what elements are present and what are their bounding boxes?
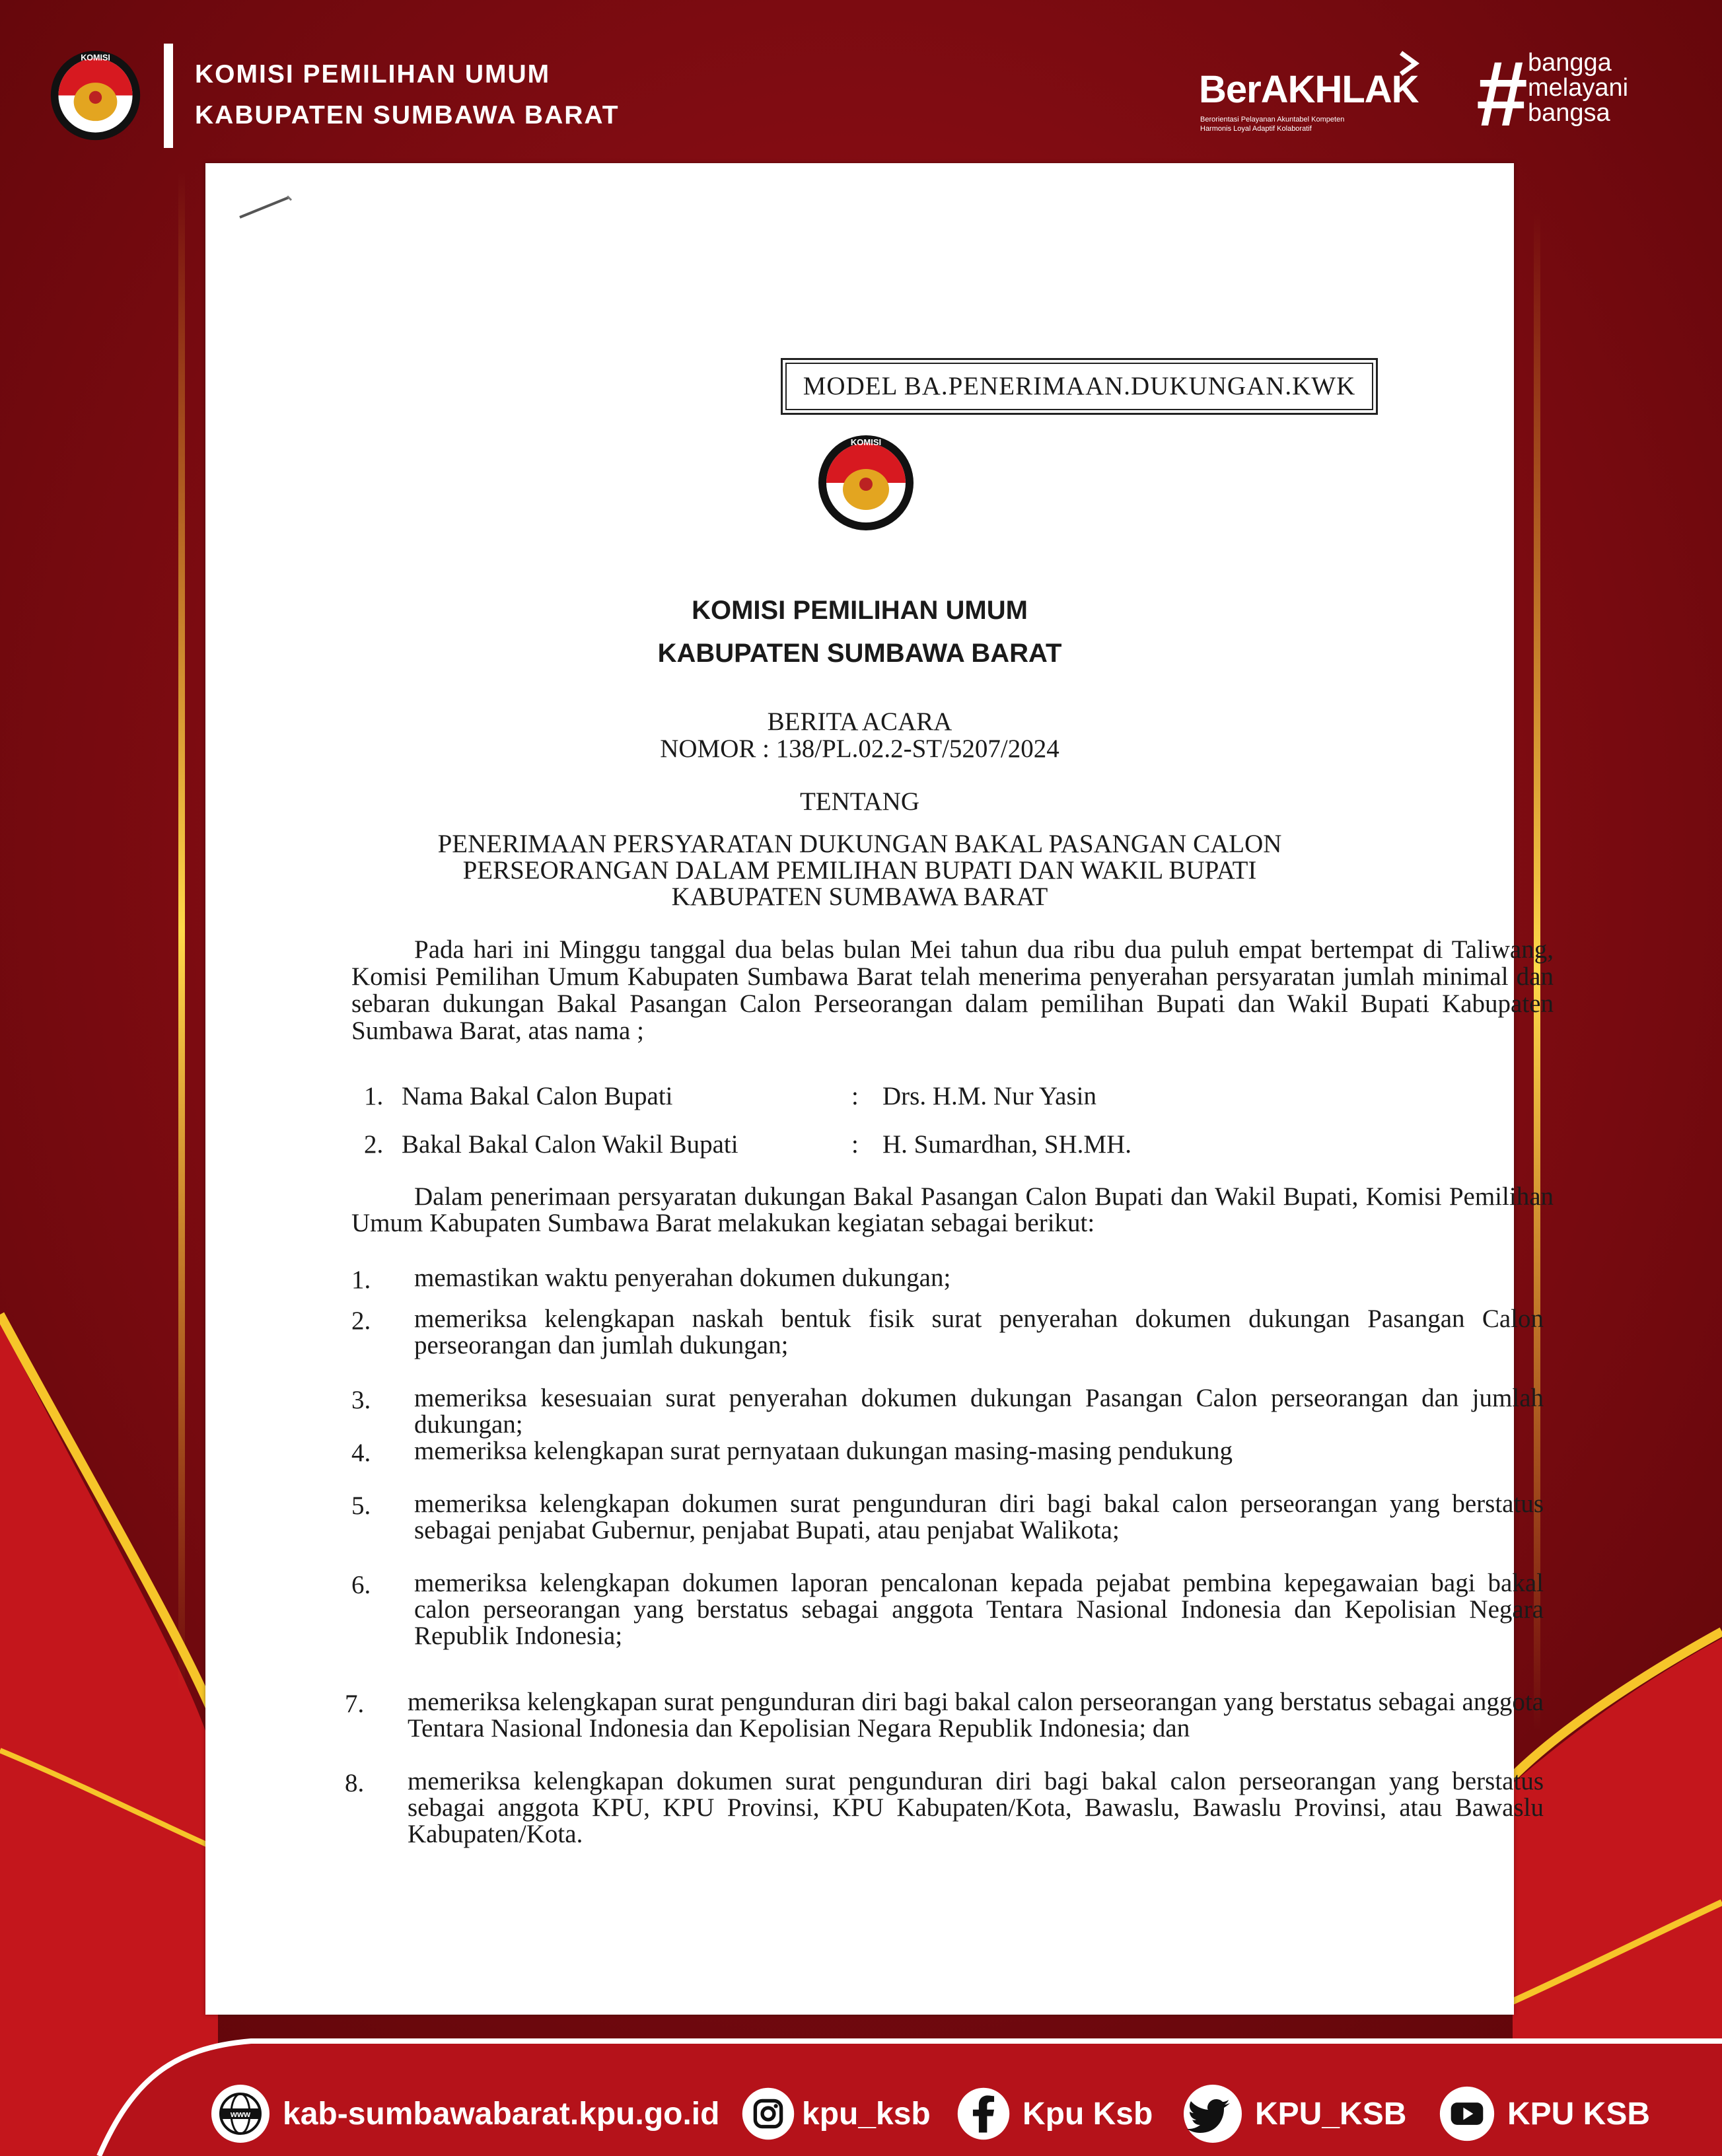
subject-line1: PENERIMAAN PERSYARATAN DUKUNGAN BAKAL PASANGAN CALON <box>437 830 1282 858</box>
twitter-icon <box>1182 2083 1243 2144</box>
svg-text:KOMISI: KOMISI <box>850 437 882 447</box>
activity-number: 3. <box>351 1386 371 1414</box>
bangga-line1: bangga <box>1528 49 1612 77</box>
activity-number: 1. <box>351 1266 371 1294</box>
model-code-box <box>781 358 1378 415</box>
candidate-label: Bakal Bakal Calon Wakil Bupati <box>402 1130 738 1159</box>
document-content <box>205 163 1554 2015</box>
institution-line2: KABUPATEN SUMBAWA BARAT <box>657 639 1062 668</box>
bangga-text <box>1528 50 1628 126</box>
activity-text: memeriksa kesesuaian surat penyerahan dokumen dukungan Pasangan Calon perseorangan dan jumlah dukungan; <box>414 1384 1544 1439</box>
activity-text: memeriksa kelengkapan naskah bentuk fisik surat penyerahan dokumen dukungan Pasangan Calon perseorangan dan jumlah dukungan; <box>414 1305 1544 1359</box>
staple-mark <box>236 191 295 221</box>
footer-youtube-text: KPU KSB <box>1507 2096 1651 2132</box>
kpu-emblem-icon <box>48 41 143 150</box>
activity-number: 6. <box>351 1571 371 1599</box>
candidate-number: 2. <box>364 1130 384 1159</box>
berakhlak-tagline-line2: Harmonis Loyal Adaptif Kolaboratif <box>1200 125 1312 133</box>
svg-text:www: www <box>230 2109 251 2119</box>
footer-instagram-link[interactable] <box>741 2081 931 2147</box>
activity-text: memeriksa kelengkapan dokumen laporan pencalonan kepada pejabat pembina kepegawaian bagi bakal calon perseorangan yang berstatus sebagai anggota Tentara Nasional Indonesia dan Kepolisian Negara Republik Indonesia; <box>414 1569 1544 1650</box>
instagram-icon <box>741 2087 795 2141</box>
footer-website-link[interactable] <box>210 2081 719 2147</box>
candidate-value: Drs. H.M. Nur Yasin <box>882 1082 1096 1110</box>
footer-twitter-text: KPU_KSB <box>1255 2096 1407 2132</box>
footer-youtube-link[interactable] <box>1439 2081 1650 2147</box>
footer-instagram-text: kpu_ksb <box>802 2096 931 2132</box>
page-header <box>0 0 1722 152</box>
berakhlak-wordmark: BerAKHLAK <box>1199 68 1419 111</box>
document-number: NOMOR : 138/PL.02.2-ST/5207/2024 <box>660 735 1059 763</box>
bangga-hash: # <box>1476 42 1528 145</box>
activity-text: memastikan waktu penyerahan dokumen dukungan; <box>414 1264 951 1292</box>
facebook-icon <box>956 2087 1011 2141</box>
activity-number: 8. <box>345 1769 365 1797</box>
activity-text: memeriksa kelengkapan surat pernyataan dukungan masing-masing pendukung <box>414 1437 1233 1465</box>
intro-paragraph: Pada hari ini Minggu tanggal dua belas bulan Mei tahun dua ribu dua puluh empat bertempat di Taliwang, Komisi Pemilihan Umum Kabupaten Sumbawa Barat telah menerima penyerahan persyaratan jumlah minimal dan sebaran dukungan Bakal Pasangan Calon Perseorangan dalam pemilihan Bupati dan Wakil Bupati Kabupaten Sumbawa Barat, atas nama ; <box>351 935 1554 1045</box>
activity-number: 5. <box>351 1491 371 1520</box>
header-org-line1: KOMISI PEMILIHAN UMUM <box>195 60 551 89</box>
activities-intro: Dalam penerimaan persyaratan dukungan Bakal Pasangan Calon Bupati dan Wakil Bupati, Komisi Pemilihan Umum Kabupaten Sumbawa Barat melakukan kegiatan sebagai berikut: <box>351 1182 1554 1237</box>
youtube-icon <box>1439 2085 1495 2142</box>
page-footer <box>0 2041 1722 2156</box>
globe-www-icon <box>210 2083 271 2144</box>
activity-text: memeriksa kelengkapan surat pengunduran diri bagi bakal calon perseorangan yang berstatus sebagai anggota Tentara Nasional Indonesia dan Kepolisian Negara Republik Indonesia; dan <box>408 1688 1544 1743</box>
document-about: TENTANG <box>799 787 919 816</box>
candidate-value: H. Sumardhan, SH.MH. <box>882 1130 1131 1159</box>
candidate-colon: : <box>851 1082 859 1110</box>
bangga-line3: bangsa <box>1528 99 1610 127</box>
activity-text: memeriksa kelengkapan dokumen surat pengunduran diri bagi bakal calon perseorangan yang berstatus sebagai anggota KPU, KPU Provinsi, KPU Kabupaten/Kota, Bawaslu, Bawaslu Provinsi, atau Bawaslu Kabupaten/Kota. <box>408 1767 1544 1848</box>
document-paper <box>205 163 1554 2015</box>
institution-line1: KOMISI PEMILIHAN UMUM <box>692 596 1028 625</box>
berakhlak-tagline-line1: Berorientasi Pelayanan Akuntabel Kompeten <box>1200 116 1345 124</box>
activity-number: 7. <box>345 1690 365 1718</box>
activity-number: 4. <box>351 1439 371 1467</box>
candidate-label: Nama Bakal Calon Bupati <box>402 1082 673 1110</box>
candidate-colon: : <box>851 1130 859 1159</box>
footer-facebook-link[interactable] <box>956 2081 1153 2147</box>
candidate-number: 1. <box>364 1082 384 1110</box>
activity-text: memeriksa kelengkapan dokumen surat pengunduran diri bagi bakal calon perseorangan yang berstatus sebagai penjabat Gubernur, penjabat Bupati, atau penjabat Walikota; <box>414 1490 1544 1544</box>
model-code: MODEL BA.PENERIMAAN.DUKUNGAN.KWK <box>803 372 1356 400</box>
berakhlak-logo <box>1199 46 1437 132</box>
footer-website-text: kab-sumbawabarat.kpu.go.id <box>283 2096 720 2132</box>
chevron-right-icon <box>1397 50 1421 77</box>
header-org-title <box>195 54 620 136</box>
header-org-line2: KABUPATEN SUMBAWA BARAT <box>195 101 620 129</box>
subject-line2: PERSEORANGAN DALAM PEMILIHAN BUPATI DAN WAKIL BUPATI <box>462 856 1257 884</box>
kpu-emblem-icon <box>816 425 915 541</box>
footer-facebook-text: Kpu Ksb <box>1022 2096 1153 2132</box>
berakhlak-tagline <box>1200 115 1418 133</box>
document-heading: BERITA ACARA <box>767 707 952 736</box>
activity-number: 2. <box>351 1307 371 1335</box>
bangga-line2: melayani <box>1528 74 1629 102</box>
footer-twitter-link[interactable] <box>1182 2081 1406 2147</box>
header-divider <box>164 44 173 148</box>
subject-line3: KABUPATEN SUMBAWA BARAT <box>671 882 1048 911</box>
bangga-melayani-logo <box>1476 42 1661 145</box>
svg-text:KOMISI: KOMISI <box>81 53 110 63</box>
